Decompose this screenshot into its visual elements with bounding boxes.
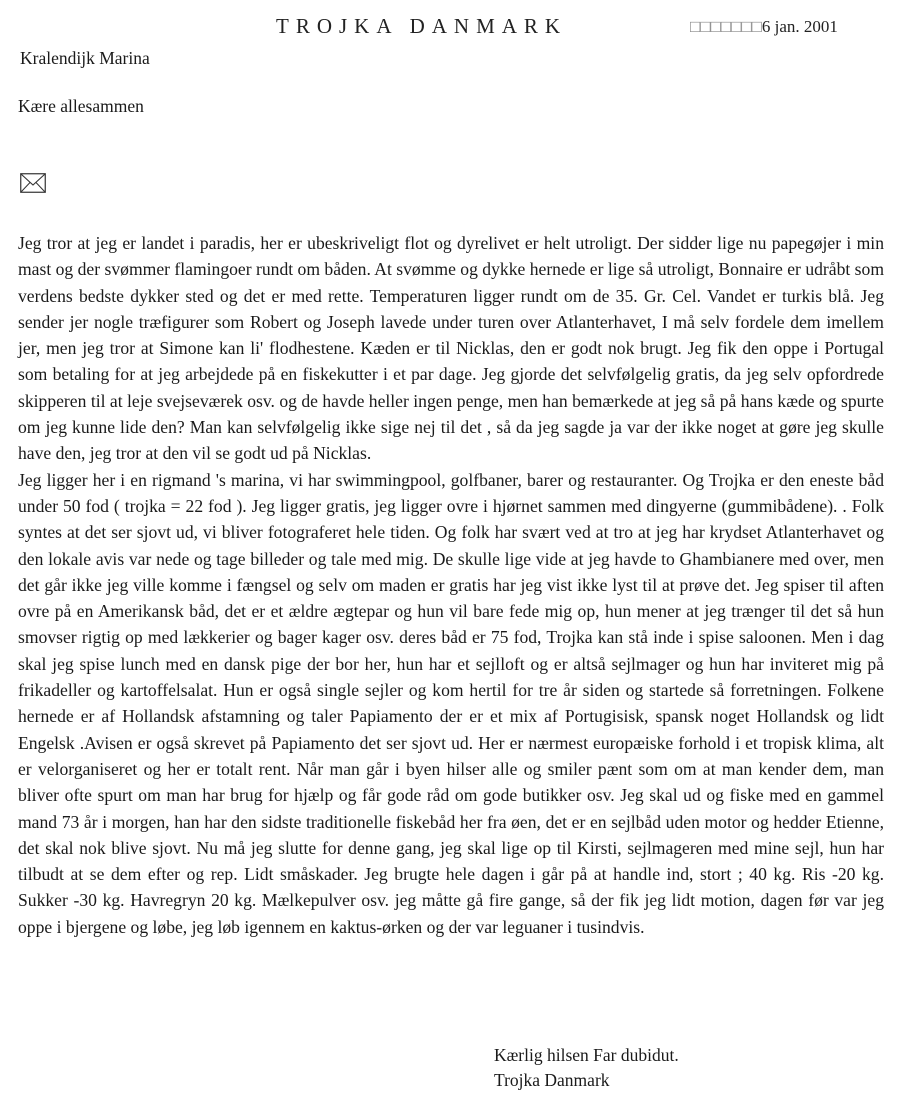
- envelope-icon: [20, 173, 46, 193]
- date-text: 6 jan. 2001: [761, 17, 838, 36]
- signoff: [494, 1043, 679, 1093]
- letter-body: [18, 230, 884, 940]
- location-line: Kralendijk Marina: [20, 48, 150, 68]
- letterhead-title: TROJKA DANMARK: [276, 14, 568, 38]
- placeholder-boxes: □□□□□□□: [690, 17, 762, 36]
- letter-date: [690, 17, 838, 37]
- signature-line: Trojka Danmark: [494, 1070, 610, 1090]
- body-paragraph-2: Jeg ligger her i en rigmand 's marina, vi har swimmingpool, golfbaner, barer og restauranter. Og Trojka er den eneste båd under 50 fod ( trojka = 22 fod ). Jeg ligger gratis, jeg ligger ovre i hjørnet sammen med dingyerne (gummibådene). . Folk syntes at det ser sjovt ud, vi bliver fotograferet hele tiden. Og folk har svært ved at tro at jeg har krydset Atlanterhavet og den lokale avis var nede og tage billeder og tale med mig. De skulle lige vide at jeg havde to Ghambianere med over, men det går ikke jeg ville komme i fængsel og selv om maden er gratis har jeg vist ikke lyst til at prøve det. Jeg spiser til aften ovre på en Amerikansk båd, det er et ældre ægtepar og hun vil bare fede mig op, hun mener at jeg trænger til det så hun smovser rigtig op med lækkerier og bager kager osv. deres båd er 75 fod, Trojka kan stå inde i spise saloonen. Men i dag skal jeg spise lunch med en dansk pige der bor her, hun har et sejlloft og er altså sejlmager og hun har inviteret mig på frikadeller og kartoffelsalat. Hun er også single sejler og kom hertil for tre år siden og startede så forretningen. Folkene hernede er af Hollandsk afstamning og taler Papiamento der er et mix af Portugisisk, spansk noget Hollandsk og lidt Engelsk .Avisen er også skrevet på Papiamento det ser sjovt ud. Her er nærmest europæiske forhold i et tropisk klima, alt er velorganiseret og her er totalt rent. Når man går i byen hilser alle og smiler pænt som om at man kender dem, man bliver ofte spurt om man har brug for hjælp og får gode råd om gode butikker osv. Jeg skal ud og fiske med en gammel mand 73 år i morgen, han har den sidste traditionelle fiskebåd her fra øen, det er en sejlbåd uden motor og hedder Etienne, det skal nok blive sjovt. Nu må jeg slutte for denne gang, jeg skal lige op til Kirsti, sejlmageren med mine sejl, hun har tilbudt at se dem efter og rep. Lidt småskader. Jeg brugte hele dagen i går på at handle ind, stort ; 40 kg. Ris -20 kg. Sukker -30 kg. Havregryn 20 kg. Mælkepulver osv. jeg måtte gå fire gange, så der fik jeg lidt motion, dagen før var jeg oppe i bjergene og løbe, jeg løb igennem en kaktus-ørken og der var leguaner i tusindvis.: [18, 469, 884, 937]
- greeting: Kære allesammen: [18, 96, 144, 116]
- closing-line: Kærlig hilsen Far dubidut.: [494, 1045, 679, 1065]
- body-paragraph-1: Jeg tror at jeg er landet i paradis, her er ubeskriveligt flot og dyrelivet er helt utroligt. Der sidder lige nu papegøjer i min mast og der svømmer flamingoer rundt om båden. At svømme og dykke hernede er lige så utroligt, Bonnaire er udråbt som verdens bedste dykker sted og det er med rette. Temperaturen ligger rundt om de 35. Gr. Cel. Vandet er turkis blå. Jeg sender jer nogle træfigurer som Robert og Joseph lavede under turen over Atlanterhavet, I må selv fordele dem imellem jer, men jeg tror at Simone kan li' flodhestene. Kæden er til Nicklas, den er godt nok brugt. Jeg fik den oppe i Portugal som betaling for at jeg arbejdede på en fiskekutter i et par dage. Jeg gjorde det selvfølgelig gratis, da jeg selv opfordrede skipperen til at leje svejseværek osv. og de havde heller ingen penge, men han bemærkede at jeg så på hans kæde og spurte om jeg kunne lide den? Man kan selvfølgelig ikke sige nej til det , så da jeg sagde ja var der ikke noget at gøre jeg skulle have den, jeg tror at den vil se godt ud på Nicklas.: [18, 233, 884, 464]
